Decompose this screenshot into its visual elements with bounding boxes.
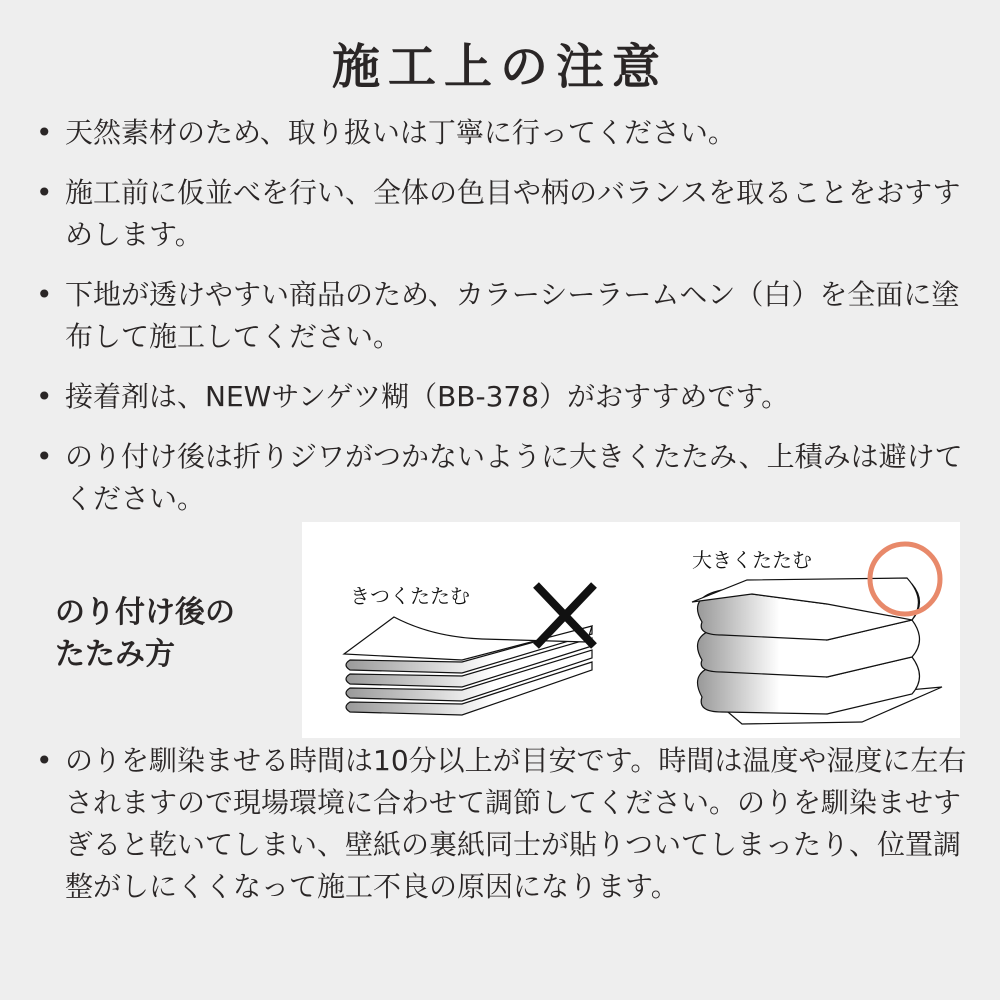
notes-list-2 bbox=[30, 740, 970, 908]
list-item: • 接着剤は、NEWサンゲツ糊（BB-378）がおすすめです。 bbox=[36, 380, 790, 413]
list-item: • のり付け後は折りジワがつかないように大きくたたみ、上積みは避けてください。 bbox=[36, 440, 963, 515]
notes-list bbox=[30, 112, 970, 520]
folding-drawing bbox=[302, 522, 960, 738]
page-title: 施工上の注意 bbox=[331, 39, 668, 95]
folding-illustration bbox=[302, 522, 960, 738]
folding-heading: のり付け後の たたみ方 bbox=[55, 595, 235, 672]
list-item: • のりを馴染ませる時間は10分以上が目安です。時間は温度や湿度に左右されますので現場環境に合わせて調節してください。のりを馴染ませすぎると乾いてしまい、壁紙の裏紙同士が貼りついてしまったり、位置調整がしにくくなって施工不良の原因になります。 bbox=[36, 744, 967, 903]
list-item: • 下地が透けやすい商品のため、カラーシーラームヘン（白）を全面に塗布して施工してください。 bbox=[36, 278, 960, 353]
good-fold-label: 大きくたたむ bbox=[692, 548, 812, 572]
list-item: • 天然素材のため、取り扱いは丁寧に行ってください。 bbox=[36, 116, 736, 149]
list-item: • 施工前に仮並べを行い、全体の色目や柄のバランスを取ることをおすすめします。 bbox=[36, 176, 961, 251]
bad-fold-label: きつくたたむ bbox=[350, 584, 470, 608]
loose-fold-stack bbox=[692, 578, 942, 724]
